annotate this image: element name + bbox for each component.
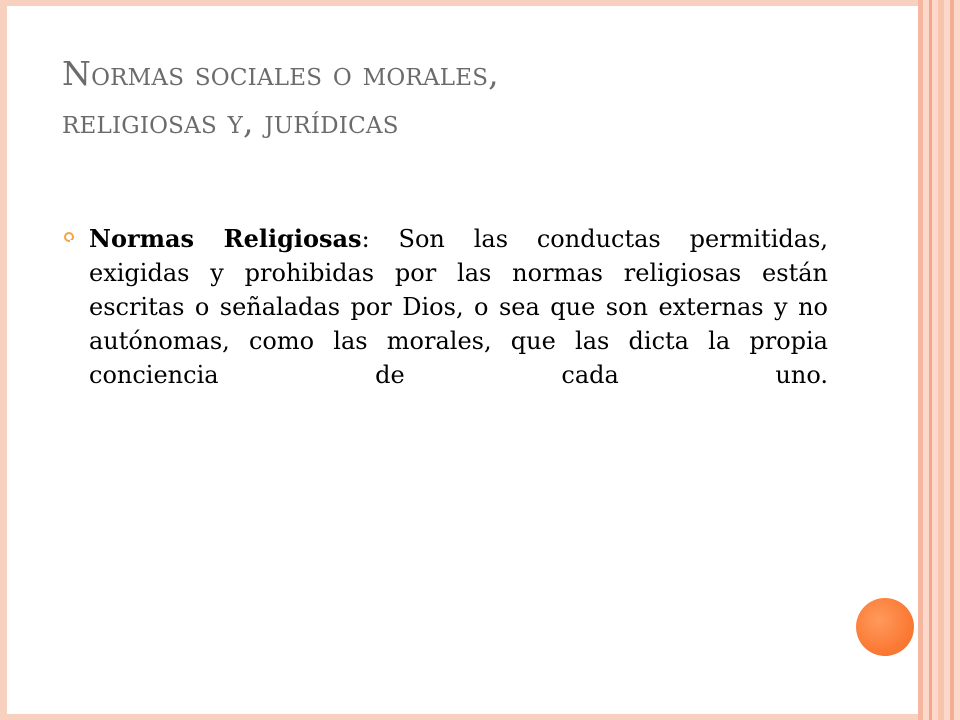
- decorative-stripe: [929, 0, 932, 720]
- bullet-list: [64, 222, 828, 392]
- left-border: [0, 0, 7, 720]
- top-border: [0, 0, 920, 6]
- decorative-stripe: [918, 0, 923, 720]
- bullet-ring-icon: [64, 232, 74, 242]
- title-line-2: religiosas y, jurídicas: [62, 102, 399, 141]
- decorative-stripe: [938, 0, 944, 720]
- bullet-separator: :: [361, 225, 370, 253]
- decorative-stripe: [950, 0, 954, 720]
- bullet-body: Son las conductas permitidas, exigidas y prohibidas por las normas religiosas están escritas o señaladas por Dios, o sea que son externas y no autónomas, como las morales, que las dicta la propia conciencia de cada uno.: [89, 225, 828, 389]
- bottom-border: [0, 714, 960, 720]
- decorative-orb: [856, 598, 914, 656]
- bullet-item: [89, 222, 828, 392]
- bullet-term: Normas Religiosas: [89, 224, 362, 253]
- slide-title: [62, 50, 882, 146]
- title-line-1: Normas sociales o morales,: [62, 54, 499, 93]
